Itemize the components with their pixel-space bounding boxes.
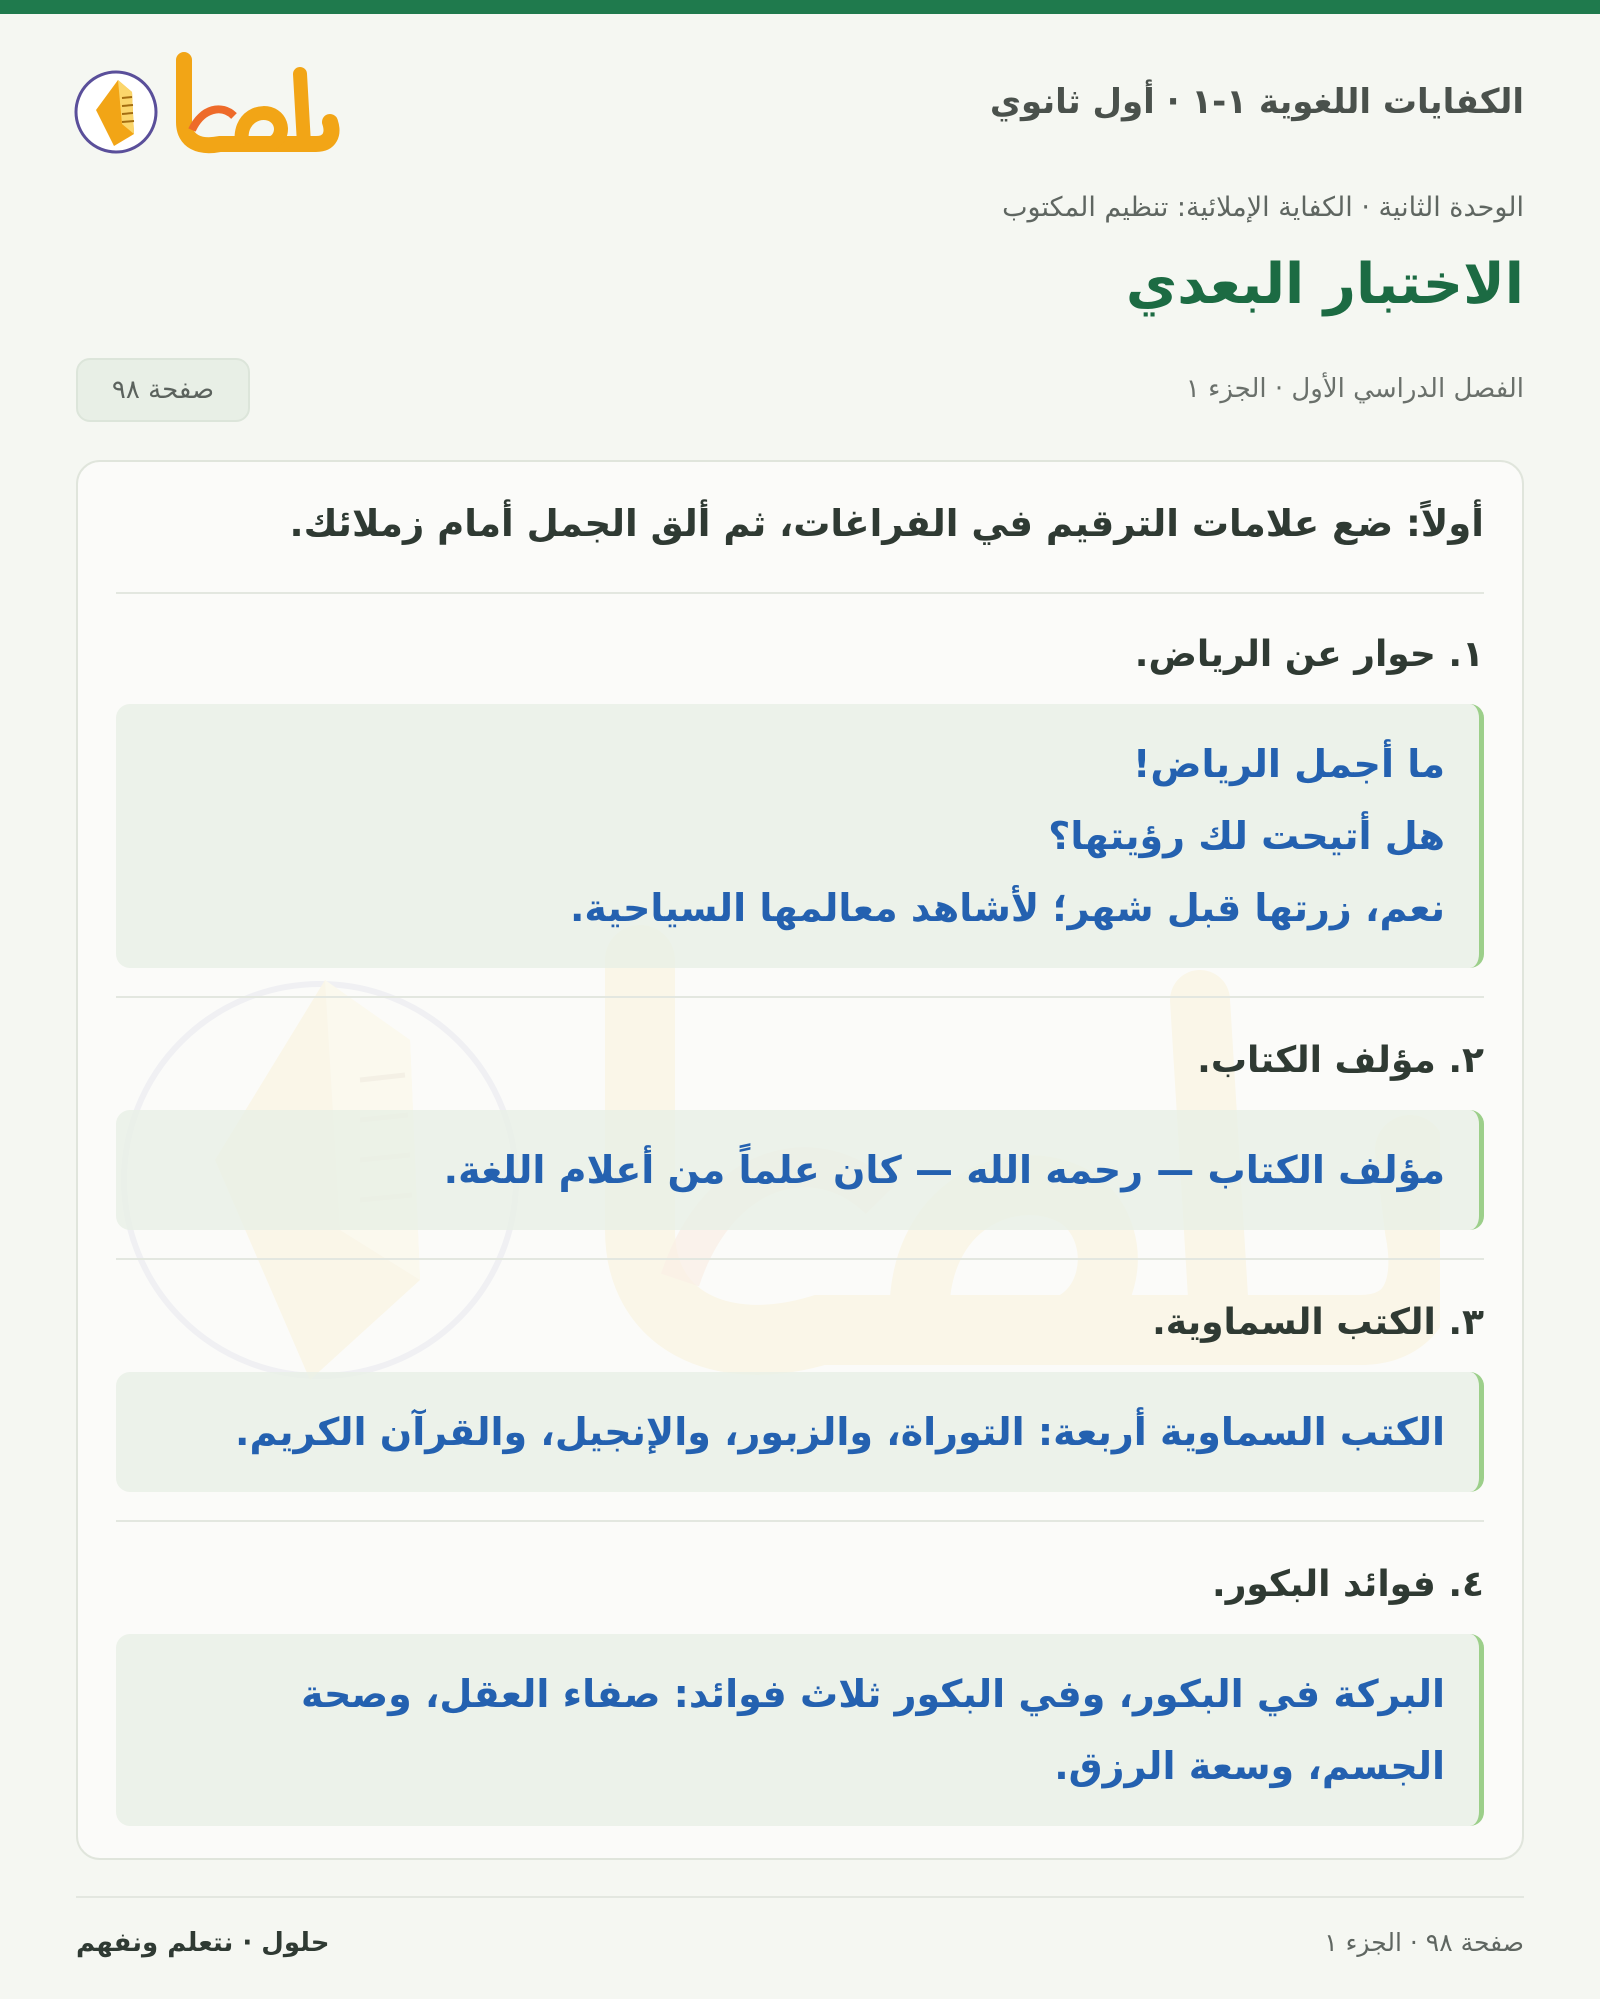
exercise-card <box>76 460 1524 1860</box>
answer-line: هل أتيحت لك رؤيتها؟ <box>1048 814 1445 858</box>
question-3-title: ٣. الكتب السماوية. <box>1152 1302 1484 1343</box>
footer-divider <box>76 1896 1524 1898</box>
exercise-instruction: أولاً: ضع علامات الترقيم في الفراغات، ثم ألق الجمل أمام زملائك. <box>289 502 1484 545</box>
question-4-answer <box>116 1634 1484 1826</box>
question-1-answer <box>116 704 1484 968</box>
answer-line: الجسم، وسعة الرزق. <box>1054 1744 1445 1788</box>
divider <box>116 592 1484 594</box>
page-title: الاختبار البعدي <box>1125 252 1524 317</box>
question-1-title: ١. حوار عن الرياض. <box>1134 634 1484 675</box>
hlool-logo <box>72 52 342 162</box>
unit-subtitle: الوحدة الثانية · الكفاية الإملائية: تنظيم المكتوب <box>1002 192 1524 223</box>
divider <box>116 996 1484 998</box>
answer-line: الكتب السماوية أربعة: التوراة، والزبور، والإنجيل، والقرآن الكريم. <box>235 1410 1445 1454</box>
footer-brand: حلول · نتعلم ونفهم <box>76 1928 330 1958</box>
page-number-badge: صفحة ٩٨ <box>76 358 250 422</box>
divider <box>116 1520 1484 1522</box>
answer-line: نعم، زرتها قبل شهر؛ لأشاهد معالمها السياحية. <box>569 886 1445 930</box>
question-2-answer <box>116 1110 1484 1230</box>
top-accent-bar <box>0 0 1600 14</box>
question-3-answer <box>116 1372 1484 1492</box>
divider <box>116 1258 1484 1260</box>
question-2-title: ٢. مؤلف الكتاب. <box>1197 1040 1484 1081</box>
answer-line: مؤلف الكتاب — رحمه الله — كان علماً من أعلام اللغة. <box>443 1148 1445 1192</box>
footer-page-info: صفحة ٩٨ · الجزء ١ <box>1324 1928 1524 1957</box>
term-info: الفصل الدراسي الأول · الجزء ١ <box>1185 374 1524 404</box>
answer-line: البركة في البكور، وفي البكور ثلاث فوائد: صفاء العقل، وصحة <box>300 1672 1445 1716</box>
course-title: الكفايات اللغوية ١-١ · أول ثانوي <box>989 82 1524 122</box>
answer-line: ما أجمل الرياض! <box>1133 742 1445 786</box>
question-4-title: ٤. فوائد البكور. <box>1212 1564 1484 1605</box>
